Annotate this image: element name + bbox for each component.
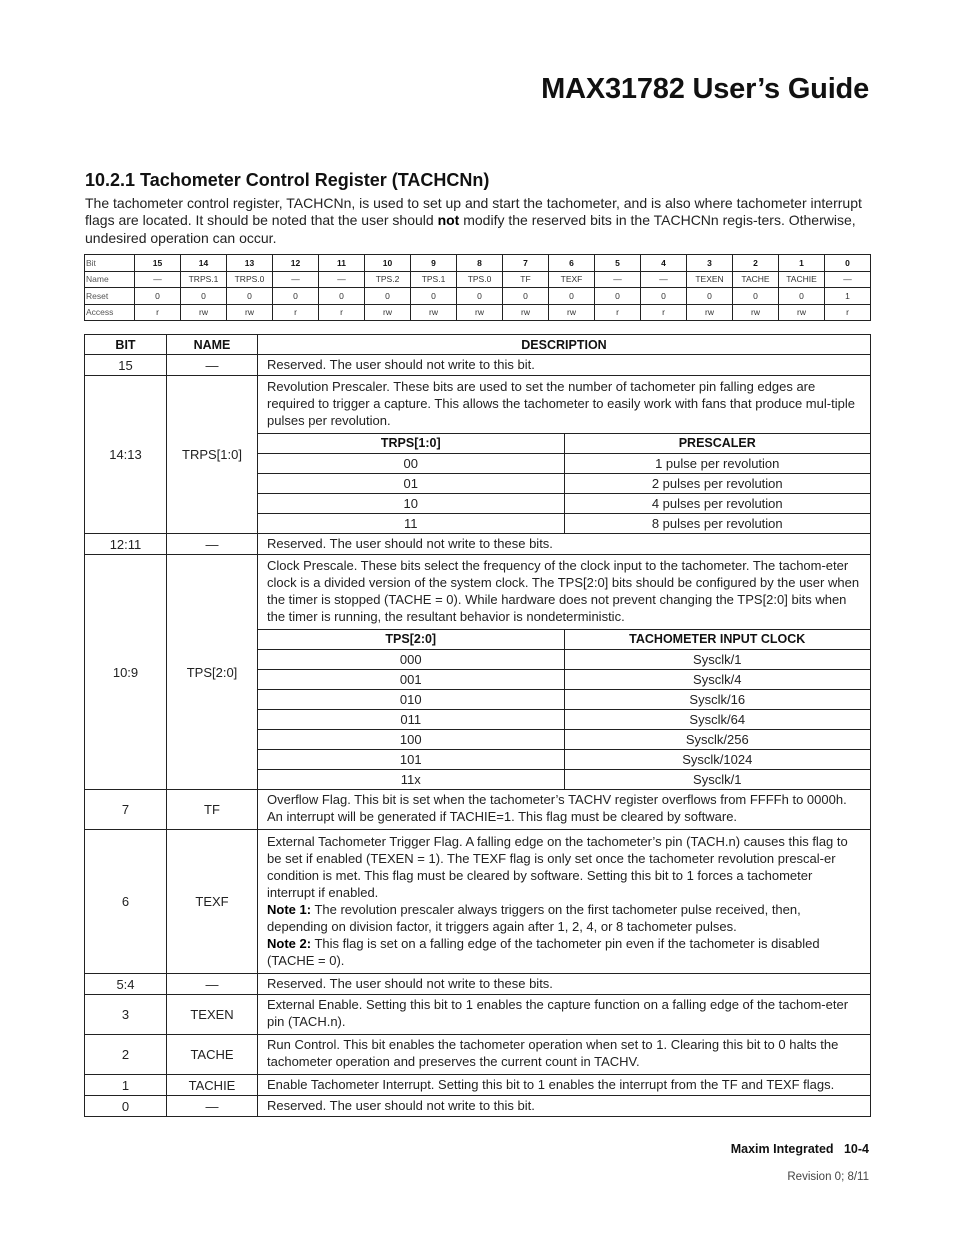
description-text: Clock Prescale. These bits select the frequency of the clock input to the tachometer. The tachom-eter clock is a divided version of the system clock. The TPS[2:0] bits should be configured by the user when the timer is stopped (TACHE = 0). While hardware does not prevent changing the TPS[2:0] bits when the timer is running, the resultant behavior is nondeterministic. bbox=[267, 558, 860, 624]
bitmap-cell: 0 bbox=[503, 288, 549, 305]
footer-revision: Revision 0; 8/11 bbox=[787, 1171, 869, 1183]
sub-header-row bbox=[258, 434, 870, 454]
bitmap-cell: TPS.1 bbox=[411, 271, 457, 288]
note-2-text: This flag is set on a falling edge of the tachometer pin even if the tachometer is disabled (TACHE = 0). bbox=[267, 936, 820, 968]
bitmap-cell: 0 bbox=[135, 288, 181, 305]
bit-cell: 1 bbox=[85, 1075, 167, 1096]
bit-cell: 15 bbox=[85, 355, 167, 376]
bit-cell: 12:11 bbox=[85, 534, 167, 555]
bit-description-table bbox=[84, 334, 871, 1117]
section-intro bbox=[85, 195, 871, 247]
bitmap-row-bit bbox=[85, 255, 871, 272]
description-cell: Reserved. The user should not write to this bit. bbox=[258, 1096, 871, 1117]
name-cell: TACHE bbox=[167, 1035, 258, 1075]
bitmap-cell: 13 bbox=[227, 255, 273, 272]
bitmap-cell: 0 bbox=[365, 288, 411, 305]
bitmap-cell: rw bbox=[779, 304, 825, 321]
name-cell: — bbox=[167, 534, 258, 555]
bitmap-cell: r bbox=[135, 304, 181, 321]
bitmap-cell: — bbox=[273, 271, 319, 288]
bitmap-cell: 0 bbox=[825, 255, 871, 272]
intro-emphasis: not bbox=[437, 212, 460, 229]
bitmap-cell: rw bbox=[503, 304, 549, 321]
table-row bbox=[85, 830, 871, 974]
bitmap-row-reset bbox=[85, 288, 871, 305]
bitmap-cell: 0 bbox=[733, 288, 779, 305]
bitmap-cell: TRPS.1 bbox=[181, 271, 227, 288]
sub-header-row bbox=[258, 630, 870, 650]
name-cell: — bbox=[167, 355, 258, 376]
trps-prescaler-table bbox=[258, 433, 870, 533]
bitmap-cell: 10 bbox=[365, 255, 411, 272]
sub-value-cell: 1 pulse per revolution bbox=[564, 454, 870, 474]
bitmap-cell: — bbox=[595, 271, 641, 288]
sub-code-cell: 000 bbox=[258, 650, 564, 670]
bitmap-cell: 15 bbox=[135, 255, 181, 272]
name-cell: TRPS[1:0] bbox=[167, 376, 258, 534]
sub-table-row bbox=[258, 690, 870, 710]
intro-text-end: modify the reserved bits in the TACHCNn regis-ters. Otherwise, undesired operation can occur. bbox=[85, 212, 856, 246]
intro-text-start: The tachometer control register, TACHCNn, is used to set up and start the tachometer, and is also where tachometer interrupt flags are located. It should be noted that the user should bbox=[85, 195, 862, 229]
name-cell: TF bbox=[167, 790, 258, 830]
sub-table-row bbox=[258, 750, 870, 770]
name-cell: TEXF bbox=[167, 830, 258, 974]
sub-code-cell: 01 bbox=[258, 474, 564, 494]
name-cell: — bbox=[167, 1096, 258, 1117]
sub-table-row bbox=[258, 650, 870, 670]
note-2 bbox=[267, 935, 861, 969]
bitmap-cell: TEXEN bbox=[687, 271, 733, 288]
bitmap-cell: r bbox=[273, 304, 319, 321]
table-row bbox=[85, 1075, 871, 1096]
bitmap-cell: — bbox=[825, 271, 871, 288]
bitmap-cell: rw bbox=[457, 304, 503, 321]
table-row bbox=[85, 534, 871, 555]
bitmap-cell: rw bbox=[365, 304, 411, 321]
bitmap-row-access bbox=[85, 304, 871, 321]
footer-company: Maxim Integrated bbox=[730, 1142, 834, 1156]
table-row bbox=[85, 1096, 871, 1117]
description-cell: Run Control. This bit enables the tachometer operation when set to 1. Clearing this bit to 0 halts the tachometer operation and preserves the current count in TACHV. bbox=[258, 1035, 871, 1075]
description-cell: External Enable. Setting this bit to 1 enables the capture function on a falling edge of the tachom-eter pin (TACH.n). bbox=[258, 995, 871, 1035]
bit-cell: 14:13 bbox=[85, 376, 167, 534]
bitmap-cell: 0 bbox=[227, 288, 273, 305]
bitmap-cell: rw bbox=[733, 304, 779, 321]
bitmap-cell: 0 bbox=[641, 288, 687, 305]
description-cell: Overflow Flag. This bit is set when the tachometer’s TACHV register overflows from FFFFh to 0000h. An interrupt will be generated if TACHIE=1. This flag must be cleared by software. bbox=[258, 790, 871, 830]
col-header-description: DESCRIPTION bbox=[258, 335, 871, 355]
sub-table-row bbox=[258, 474, 870, 494]
description-cell bbox=[258, 555, 871, 790]
bit-cell: 2 bbox=[85, 1035, 167, 1075]
sub-value-cell: Sysclk/64 bbox=[564, 710, 870, 730]
table-row bbox=[85, 1035, 871, 1075]
bitmap-cell: 4 bbox=[641, 255, 687, 272]
sub-value-cell: Sysclk/1 bbox=[564, 650, 870, 670]
table-row bbox=[85, 995, 871, 1035]
table-row bbox=[85, 376, 871, 534]
bitmap-cell: 12 bbox=[273, 255, 319, 272]
bitmap-cell: TACHIE bbox=[779, 271, 825, 288]
bitmap-cell: 14 bbox=[181, 255, 227, 272]
sub-code-cell: 11x bbox=[258, 770, 564, 790]
sub-header-tps: TPS[2:0] bbox=[258, 630, 564, 650]
bit-cell: 10:9 bbox=[85, 555, 167, 790]
name-cell: TEXEN bbox=[167, 995, 258, 1035]
sub-code-cell: 100 bbox=[258, 730, 564, 750]
sub-value-cell: Sysclk/1 bbox=[564, 770, 870, 790]
bit-cell: 3 bbox=[85, 995, 167, 1035]
bitmap-cell: 0 bbox=[779, 288, 825, 305]
page-number: 10-4 bbox=[843, 1142, 869, 1156]
bit-cell: 6 bbox=[85, 830, 167, 974]
bitmap-cell: rw bbox=[549, 304, 595, 321]
description-cell: Reserved. The user should not write to these bits. bbox=[258, 534, 871, 555]
sub-table-row bbox=[258, 770, 870, 790]
note-1 bbox=[267, 901, 861, 935]
description-cell bbox=[258, 830, 871, 974]
name-cell: TACHIE bbox=[167, 1075, 258, 1096]
bitmap-cell: TEXF bbox=[549, 271, 595, 288]
bitmap-cell: 0 bbox=[181, 288, 227, 305]
footer-brand bbox=[731, 1142, 869, 1156]
sub-value-cell: Sysclk/1024 bbox=[564, 750, 870, 770]
bitmap-cell: rw bbox=[181, 304, 227, 321]
sub-header-input-clock: TACHOMETER INPUT CLOCK bbox=[564, 630, 870, 650]
sub-code-cell: 010 bbox=[258, 690, 564, 710]
sub-code-cell: 001 bbox=[258, 670, 564, 690]
bitmap-cell: rw bbox=[687, 304, 733, 321]
bitmap-cell: — bbox=[641, 271, 687, 288]
bitmap-row-label: Access bbox=[85, 304, 135, 321]
bitmap-cell: 0 bbox=[595, 288, 641, 305]
sub-value-cell: Sysclk/256 bbox=[564, 730, 870, 750]
sub-table-row bbox=[258, 710, 870, 730]
bitmap-row-label: Name bbox=[85, 271, 135, 288]
bitmap-cell: 9 bbox=[411, 255, 457, 272]
note-1-text: The revolution prescaler always triggers on the first tachometer pulse received, then, depending on division factor, it triggers again after 1, 2, 4, or 8 tachometer pulses. bbox=[267, 902, 801, 934]
bitmap-cell: 5 bbox=[595, 255, 641, 272]
note-1-label: Note 1: bbox=[267, 902, 312, 917]
bitmap-row-label: Bit bbox=[85, 255, 135, 272]
sub-header-trps: TRPS[1:0] bbox=[258, 434, 564, 454]
bitmap-cell: 2 bbox=[733, 255, 779, 272]
bit-cell: 7 bbox=[85, 790, 167, 830]
tps-clock-table bbox=[258, 629, 870, 789]
bitmap-cell: 6 bbox=[549, 255, 595, 272]
bitmap-cell: r bbox=[825, 304, 871, 321]
table-row bbox=[85, 355, 871, 376]
sub-code-cell: 10 bbox=[258, 494, 564, 514]
table-row bbox=[85, 974, 871, 995]
bitmap-cell: 3 bbox=[687, 255, 733, 272]
bitmap-cell: TPS.2 bbox=[365, 271, 411, 288]
sub-table-row bbox=[258, 454, 870, 474]
description-cell: Reserved. The user should not write to this bit. bbox=[258, 355, 871, 376]
bitmap-cell: 8 bbox=[457, 255, 503, 272]
register-bit-map bbox=[84, 254, 871, 321]
table-row bbox=[85, 790, 871, 830]
bitmap-cell: 11 bbox=[319, 255, 365, 272]
bitmap-cell: 7 bbox=[503, 255, 549, 272]
description-cell: Enable Tachometer Interrupt. Setting this bit to 1 enables the interrupt from the TF and TEXF flags. bbox=[258, 1075, 871, 1096]
sub-code-cell: 101 bbox=[258, 750, 564, 770]
bitmap-cell: — bbox=[319, 271, 365, 288]
bitmap-cell: r bbox=[595, 304, 641, 321]
bitmap-cell: 0 bbox=[273, 288, 319, 305]
document-title: MAX31782 User’s Guide bbox=[541, 73, 869, 105]
name-cell: — bbox=[167, 974, 258, 995]
bitmap-row-label: Reset bbox=[85, 288, 135, 305]
description-text: External Tachometer Trigger Flag. A falling edge on the tachometer’s pin (TACH.n) causes this flag to be set if enabled (TEXEN = 1). The TEXF flag is only set once the tachometer revolution prescal-er condition is met. This flag must be cleared by software. Setting this bit to 1 forces a tachometer interrupt if enabled. bbox=[267, 834, 848, 900]
sub-value-cell: 8 pulses per revolution bbox=[564, 514, 870, 534]
bitmap-cell: r bbox=[641, 304, 687, 321]
bitmap-row-name bbox=[85, 271, 871, 288]
col-header-bit: BIT bbox=[85, 335, 167, 355]
bitmap-cell: 0 bbox=[549, 288, 595, 305]
sub-code-cell: 00 bbox=[258, 454, 564, 474]
sub-table-row bbox=[258, 514, 870, 534]
sub-table-row bbox=[258, 730, 870, 750]
bit-cell: 5:4 bbox=[85, 974, 167, 995]
table-row bbox=[85, 555, 871, 790]
bitmap-cell: 0 bbox=[319, 288, 365, 305]
bitmap-cell: r bbox=[319, 304, 365, 321]
bitmap-cell: 0 bbox=[457, 288, 503, 305]
sub-value-cell: Sysclk/16 bbox=[564, 690, 870, 710]
sub-header-prescaler: PRESCALER bbox=[564, 434, 870, 454]
bitmap-cell: TF bbox=[503, 271, 549, 288]
bitmap-cell: 1 bbox=[779, 255, 825, 272]
note-2-label: Note 2: bbox=[267, 936, 312, 951]
section-heading: 10.2.1 Tachometer Control Register (TACHCNn) bbox=[85, 170, 490, 190]
description-text: Revolution Prescaler. These bits are used to set the number of tachometer pin falling edges are required to trigger a capture. This allows the tachometer to easily work with fans that produce mul-tiple pulses per revolution. bbox=[267, 379, 855, 428]
bitmap-cell: TPS.0 bbox=[457, 271, 503, 288]
bitmap-cell: 0 bbox=[411, 288, 457, 305]
sub-table-row bbox=[258, 670, 870, 690]
bitmap-cell: 1 bbox=[825, 288, 871, 305]
sub-value-cell: Sysclk/4 bbox=[564, 670, 870, 690]
sub-code-cell: 11 bbox=[258, 514, 564, 534]
col-header-name: NAME bbox=[167, 335, 258, 355]
sub-value-cell: 4 pulses per revolution bbox=[564, 494, 870, 514]
sub-table-row bbox=[258, 494, 870, 514]
bitmap-cell: TRPS.0 bbox=[227, 271, 273, 288]
description-cell bbox=[258, 376, 871, 534]
bitmap-cell: TACHE bbox=[733, 271, 779, 288]
bitmap-cell: rw bbox=[227, 304, 273, 321]
bit-cell: 0 bbox=[85, 1096, 167, 1117]
bitmap-cell: rw bbox=[411, 304, 457, 321]
sub-code-cell: 011 bbox=[258, 710, 564, 730]
description-cell: Reserved. The user should not write to these bits. bbox=[258, 974, 871, 995]
desc-header-row bbox=[85, 335, 871, 355]
name-cell: TPS[2:0] bbox=[167, 555, 258, 790]
bitmap-cell: — bbox=[135, 271, 181, 288]
sub-value-cell: 2 pulses per revolution bbox=[564, 474, 870, 494]
bitmap-cell: 0 bbox=[687, 288, 733, 305]
